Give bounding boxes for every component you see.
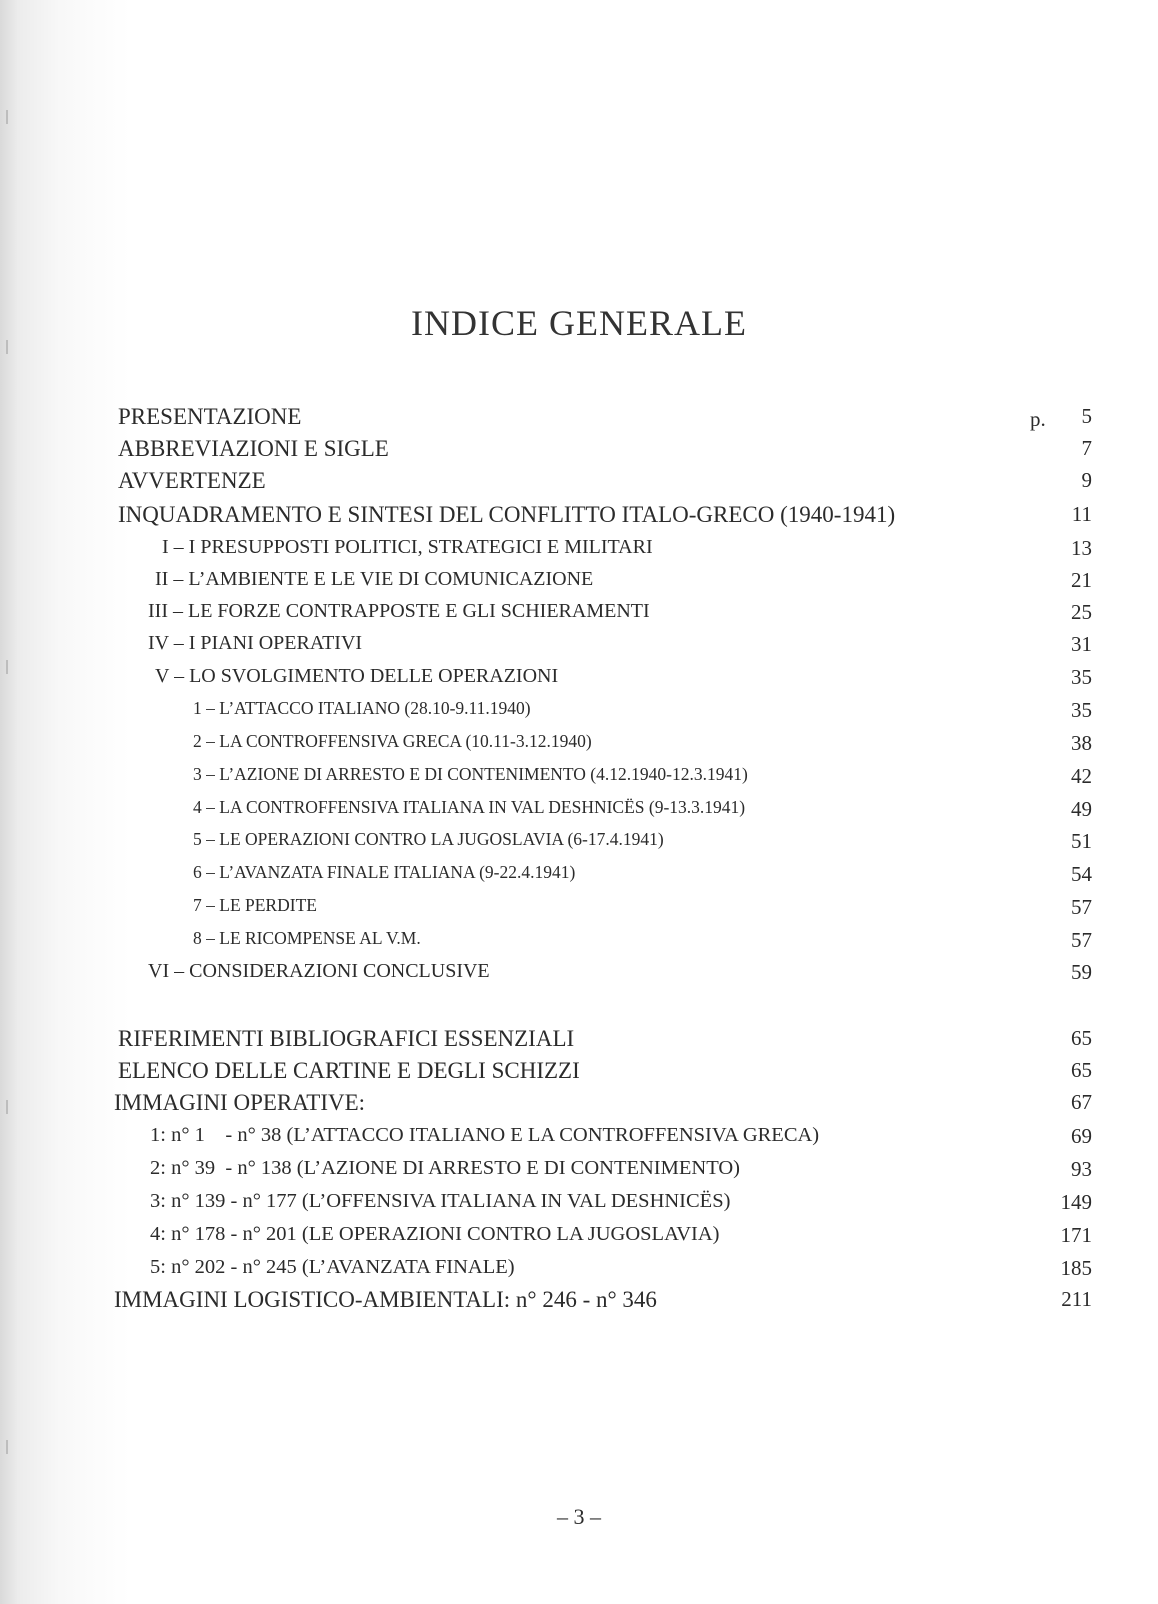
- toc-entry-label: ELENCO DELLE CARTINE E DEGLI SCHIZZI: [118, 1058, 580, 1083]
- toc-entry: [0, 1157, 1158, 1187]
- toc-entry-label: AVVERTENZE: [118, 468, 266, 493]
- toc-entry: [0, 1124, 1158, 1154]
- toc-entry-page: 49: [1071, 797, 1092, 821]
- toc-entry-page: 7: [1081, 436, 1092, 460]
- page-title: INDICE GENERALE: [411, 303, 747, 343]
- toc-entry: [0, 1223, 1158, 1253]
- toc-entry-label: 4: n° 178 - n° 201 (LE OPERAZIONI CONTRO LA JUGOSLAVIA): [150, 1223, 720, 1245]
- toc-entry-page: 211: [1061, 1287, 1092, 1311]
- toc-entry-label: 5: n° 202 - n° 245 (L’AVANZATA FINALE): [150, 1256, 515, 1278]
- toc-entry-page: 171: [1060, 1223, 1092, 1247]
- toc-entry-page: 57: [1071, 895, 1092, 919]
- toc-entry: [0, 731, 1158, 761]
- toc-entry-label: 4 – LA CONTROFFENSIVA ITALIANA IN VAL DESHNICËS (9-13.3.1941): [193, 797, 746, 817]
- toc-entry-label: II – L’AMBIENTE E LE VIE DI COMUNICAZIONE: [155, 568, 594, 590]
- toc-entry: [0, 600, 1158, 630]
- toc-entry-page: 69: [1071, 1124, 1092, 1148]
- toc-entry-label: 2: n° 39 - n° 138 (L’AZIONE DI ARRESTO E DI CONTENIMENTO): [150, 1157, 740, 1179]
- toc-entry-page: 31: [1071, 632, 1092, 656]
- toc-entry-label: IMMAGINI LOGISTICO-AMBIENTALI: n° 246 - n° 346: [114, 1287, 657, 1312]
- toc-entry-label: I – I PRESUPPOSTI POLITICI, STRATEGICI E MILITARI: [162, 536, 653, 558]
- toc-entry-page: 25: [1071, 600, 1092, 624]
- toc-entry-label: IV – I PIANI OPERATIVI: [148, 632, 363, 654]
- toc-entry-page: 185: [1060, 1256, 1092, 1280]
- toc-entry-page: 13: [1071, 536, 1092, 560]
- toc-entry-label: IMMAGINI OPERATIVE:: [114, 1090, 366, 1115]
- toc-entry-label: RIFERIMENTI BIBLIOGRAFICI ESSENZIALI: [118, 1026, 575, 1051]
- toc-entry-label: 1: n° 1 - n° 38 (L’ATTACCO ITALIANO E LA CONTROFFENSIVA GRECA): [150, 1124, 820, 1146]
- toc-entry-label: 1 – L’ATTACCO ITALIANO (28.10-9.11.1940): [193, 698, 531, 718]
- toc-entry-page: 59: [1071, 960, 1092, 984]
- toc-entry-page: 42: [1071, 764, 1092, 788]
- toc-entry-label: 6 – L’AVANZATA FINALE ITALIANA (9-22.4.1941): [193, 862, 576, 882]
- toc-entry: [0, 797, 1158, 827]
- toc-entry-page: 93: [1071, 1157, 1092, 1181]
- toc-entry-page: 51: [1071, 829, 1092, 853]
- toc-entry-page: 67: [1071, 1090, 1092, 1114]
- toc-entry-page: 35: [1071, 698, 1092, 722]
- toc-entry-page: 65: [1071, 1058, 1092, 1082]
- toc-entry: [0, 960, 1158, 990]
- toc-entry-label: ABBREVIAZIONI E SIGLE: [118, 436, 389, 461]
- toc-entry: [0, 895, 1158, 925]
- toc-entry: [0, 632, 1158, 662]
- toc-entry: [0, 1026, 1158, 1056]
- toc-entry-label: INQUADRAMENTO E SINTESI DEL CONFLITTO ITALO-GRECO (1940-1941): [118, 502, 896, 527]
- toc-entry: [0, 698, 1158, 728]
- toc-entry-label: 8 – LE RICOMPENSE AL V.M.: [193, 928, 421, 948]
- toc-entry-page: 57: [1071, 928, 1092, 952]
- toc-entry-label: 3: n° 139 - n° 177 (L’OFFENSIVA ITALIANA IN VAL DESHNICËS): [150, 1190, 731, 1212]
- toc-entry-label: V – LO SVOLGIMENTO DELLE OPERAZIONI: [155, 665, 559, 687]
- toc-entry-label: 2 – LA CONTROFFENSIVA GRECA (10.11-3.12.1940): [193, 731, 592, 751]
- toc-entry: [0, 928, 1158, 958]
- toc-entry: [0, 829, 1158, 859]
- page-number: – 3 –: [557, 1504, 601, 1529]
- toc-entry: [0, 1256, 1158, 1286]
- toc-entry: [0, 568, 1158, 598]
- toc-entry: [0, 665, 1158, 695]
- toc-entry-page: 5: [1081, 404, 1092, 428]
- toc-entry-page: 149: [1060, 1190, 1092, 1214]
- toc-entry-page: 38: [1071, 731, 1092, 755]
- toc-entry: [0, 1190, 1158, 1220]
- toc-entry: [0, 468, 1158, 498]
- toc-entry: [0, 1058, 1158, 1088]
- toc-entry: [0, 1287, 1158, 1317]
- toc-entry: [0, 502, 1158, 532]
- toc-entry-label: 7 – LE PERDITE: [193, 895, 317, 915]
- toc-entry-label: 5 – LE OPERAZIONI CONTRO LA JUGOSLAVIA (6-17.4.1941): [193, 829, 664, 849]
- binding-mark: [6, 110, 8, 124]
- toc-entry-page: 21: [1071, 568, 1092, 592]
- toc-entry-page: 65: [1071, 1026, 1092, 1050]
- toc-entry: [0, 1090, 1158, 1120]
- toc-entry-label: III – LE FORZE CONTRAPPOSTE E GLI SCHIERAMENTI: [148, 600, 650, 622]
- toc-entry: [0, 862, 1158, 892]
- binding-mark: [6, 1440, 8, 1454]
- page-prefix: p.: [1030, 407, 1046, 431]
- toc-entry: [0, 436, 1158, 466]
- toc-entry: [0, 536, 1158, 566]
- toc-entry-page: 11: [1071, 502, 1092, 526]
- toc-entry: [0, 404, 1158, 434]
- toc-entry-page: 54: [1071, 862, 1092, 886]
- toc-entry-page: 35: [1071, 665, 1092, 689]
- toc-entry-label: 3 – L’AZIONE DI ARRESTO E DI CONTENIMENTO (4.12.1940-12.3.1941): [193, 764, 748, 784]
- toc-entry-page: 9: [1081, 468, 1092, 492]
- toc-entry-label: PRESENTAZIONE: [118, 404, 302, 429]
- toc-entry: [0, 764, 1158, 794]
- toc-entry-label: VI – CONSIDERAZIONI CONCLUSIVE: [148, 960, 490, 982]
